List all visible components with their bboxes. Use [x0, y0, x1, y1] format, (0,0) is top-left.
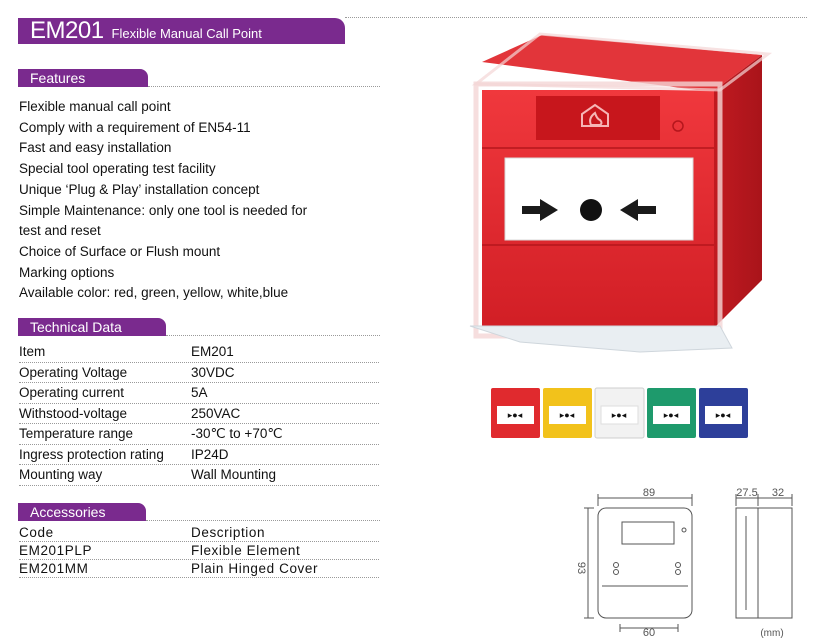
feature-item: test and reset [19, 223, 101, 239]
svg-text:▸●◂: ▸●◂ [663, 410, 679, 420]
variant-green [647, 388, 696, 438]
dim-width: 89 [642, 487, 656, 499]
technical-heading: Technical Data [18, 318, 166, 336]
feature-item: Flexible manual call point [19, 99, 171, 114]
variant-blue [699, 388, 748, 438]
table-row: Item EM201 [19, 342, 379, 363]
table-row: Temperature range -30℃ to +70℃ [19, 424, 379, 445]
features-list [19, 97, 369, 304]
technical-table [19, 342, 379, 486]
variant-white [595, 388, 644, 438]
feature-item: Fast and easy installation [19, 140, 172, 156]
title-divider [345, 17, 807, 18]
svg-text:▸●◂: ▸●◂ [715, 410, 731, 420]
table-row: Mounting way Wall Mounting [19, 465, 379, 486]
svg-text:▸●◂: ▸●◂ [507, 410, 523, 420]
feature-item: Choice of Surface or Flush mount [19, 243, 221, 259]
product-image [450, 30, 780, 360]
dimension-drawing [560, 486, 810, 641]
feature-item: Available color: red, green, yellow, white,blue [19, 285, 289, 301]
table-row: Operating current 5A [19, 383, 379, 404]
dim-height: 93 [575, 561, 587, 575]
accessories-heading: Accessories [18, 503, 146, 521]
technical-divider [166, 335, 380, 336]
feature-item: Unique ‘Plug & Play’ installation concept [19, 181, 260, 197]
press-point-icon [580, 199, 602, 221]
table-row: Operating Voltage 30VDC [19, 363, 379, 384]
color-variants [488, 386, 752, 442]
dim-unit: (mm) [760, 628, 784, 639]
feature-item: Comply with a requirement of EN54-11 [19, 119, 251, 135]
svg-text:▸●◂: ▸●◂ [611, 410, 627, 420]
accessories-divider [146, 520, 380, 521]
title-bar [18, 18, 345, 44]
table-row: EM201PLP Flexible Element [19, 542, 379, 560]
product-subtitle: Flexible Manual Call Point [111, 26, 262, 41]
feature-item: Special tool operating test facility [19, 161, 216, 177]
dim-bottom: 60 [642, 627, 656, 639]
table-row: Ingress protection rating IP24D [19, 445, 379, 466]
feature-item: Marking options [19, 264, 115, 280]
table-row: EM201MM Plain Hinged Cover [19, 560, 379, 578]
features-divider [148, 86, 380, 87]
dim-depth-b: 32 [771, 487, 785, 499]
feature-item: Simple Maintenance: only one tool is needed for [19, 202, 308, 218]
features-heading: Features [18, 69, 148, 87]
svg-text:▸●◂: ▸●◂ [559, 410, 575, 420]
product-code: EM201 [30, 17, 104, 44]
table-row: Withstood-voltage 250VAC [19, 404, 379, 425]
variant-yellow [543, 388, 592, 438]
dim-depth-a: 27.5 [736, 487, 758, 499]
variant-red [491, 388, 540, 438]
accessories-table [19, 524, 379, 578]
table-row: Code Description [19, 524, 379, 542]
